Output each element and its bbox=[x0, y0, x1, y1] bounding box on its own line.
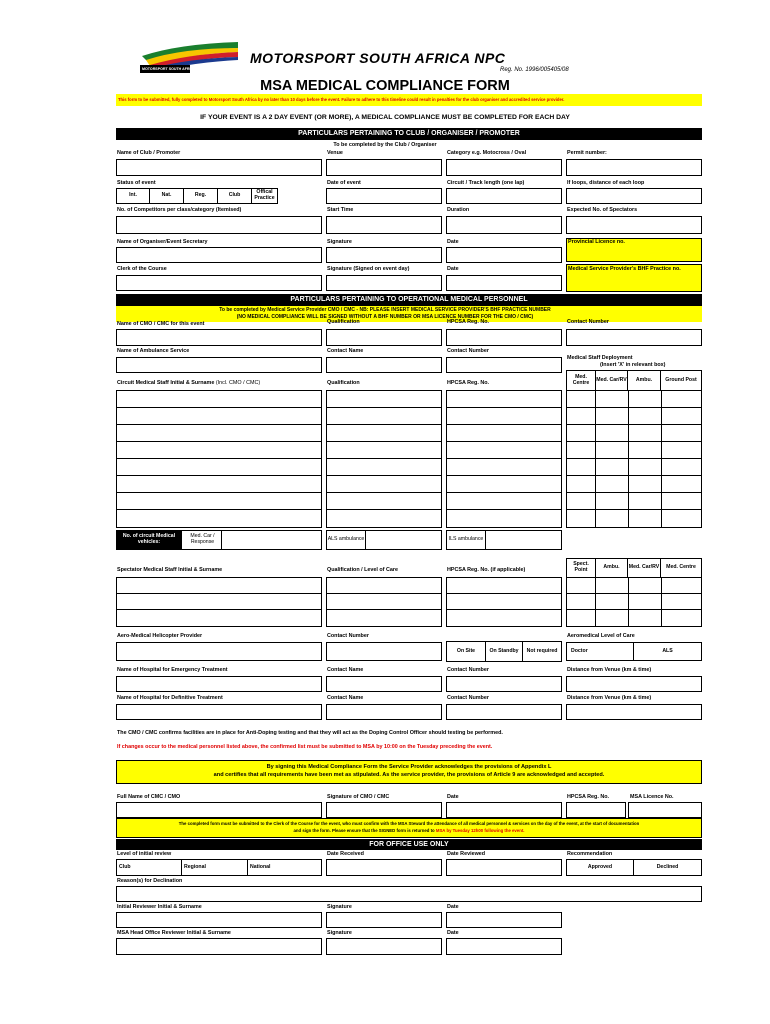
als-ambulance-count[interactable] bbox=[365, 530, 442, 550]
hospital-definitive-distance-field[interactable] bbox=[566, 704, 702, 720]
msa-logo bbox=[138, 38, 242, 76]
spectator-hpcsa-label: HPCSA Reg. No. (if applicable) bbox=[447, 567, 526, 573]
circuit-staff-qualification-grid[interactable] bbox=[326, 390, 442, 528]
status-official-practice[interactable]: Offical Practice bbox=[251, 188, 278, 204]
status-int[interactable]: Int. bbox=[116, 188, 150, 204]
med-car-response-count[interactable] bbox=[221, 530, 322, 550]
initial-reviewer-label: Initial Reviewer Initial & Surname bbox=[117, 904, 202, 910]
secretary-field[interactable] bbox=[116, 247, 322, 263]
aero-doctor[interactable]: Doctor bbox=[566, 642, 634, 661]
review-national[interactable]: National bbox=[247, 859, 322, 876]
venue-label: Venue bbox=[327, 150, 343, 156]
cmo-qualification-label: Qualification bbox=[327, 319, 360, 325]
form-title: MSA MEDICAL COMPLIANCE FORM bbox=[260, 78, 510, 94]
signature-field[interactable] bbox=[326, 247, 442, 263]
spectator-qualification-grid[interactable] bbox=[326, 577, 442, 627]
completed-form-line1: The completed form must be submitted to the Clerk of the Course for the event, who must confirm with the MSA Steward the attendance of all medical personnel & services on the day of the event, at the start of documentation bbox=[178, 821, 640, 826]
completed-form-line2b: MSA by Tuesday 12h00 following the event. bbox=[435, 828, 525, 833]
circuit-staff-names-grid[interactable] bbox=[116, 390, 322, 528]
status-nat[interactable]: Nat. bbox=[149, 188, 184, 204]
recommendation-label: Recommendation bbox=[567, 851, 613, 857]
aero-contact-field[interactable] bbox=[326, 642, 442, 661]
head-signature-field[interactable] bbox=[326, 938, 442, 955]
permit-label: Permit number: bbox=[567, 150, 607, 156]
date-received-field[interactable] bbox=[326, 859, 442, 876]
category-field[interactable] bbox=[446, 159, 562, 176]
med-car-response: Med. Car / Response bbox=[181, 530, 222, 550]
msa-licence-field[interactable] bbox=[628, 802, 702, 818]
spectator-qualification-label: Qualification / Level of Care bbox=[327, 567, 398, 573]
start-time-label: Start Time bbox=[327, 207, 354, 213]
spectator-staff-label: Spectator Medical Staff Initial & Surname bbox=[117, 567, 223, 573]
reasons-field[interactable] bbox=[116, 886, 702, 902]
section2-subtitle2: (NO MEDICAL COMPLIANCE WILL BE SIGNED WITHOUT A BHF NUMBER OR MSA LICENCE NUMBER FOR THE CMO / CMC) bbox=[236, 314, 534, 320]
cmo-hpcsa-field[interactable] bbox=[446, 329, 562, 346]
hospital-emergency-contact-number-label: Contact Number bbox=[447, 667, 489, 673]
section2-title: PARTICULARS PERTAINING TO OPERATIONAL MEDICAL PERSONNEL bbox=[116, 294, 702, 306]
review-club[interactable]: Club bbox=[116, 859, 182, 876]
circuit-staff-deployment-grid[interactable] bbox=[566, 390, 702, 528]
ambulance-service-label: Name of Ambulance Service bbox=[117, 348, 190, 354]
spectator-names-grid[interactable] bbox=[116, 577, 322, 627]
circuit-staff-hpcsa-grid[interactable] bbox=[446, 390, 562, 528]
section1-title: PARTICULARS PERTAINING TO CLUB / ORGANISER / PROMOTER bbox=[116, 128, 702, 140]
provincial-licence-label: Provincial Licence no. bbox=[568, 239, 625, 245]
confirm-hpcsa-label: HPCSA Reg. No. bbox=[567, 794, 610, 800]
permit-field[interactable] bbox=[566, 159, 702, 176]
signing-statement-2: and certifies that all requirements have been met as stipulated. As the service provider, the provisions of Article 9 are acknowledged and accepted. bbox=[213, 772, 605, 778]
reg-number: Reg. No. 1996/005405/08 bbox=[500, 67, 569, 73]
spectator-hpcsa-grid[interactable] bbox=[446, 577, 562, 627]
aero-not-required[interactable]: Not required bbox=[522, 641, 562, 662]
circuit-staff-label bbox=[117, 381, 260, 387]
cmo-qualification-field[interactable] bbox=[326, 329, 442, 346]
reasons-label: Reason(s) for Declination bbox=[117, 878, 183, 884]
section1-subtitle: To be completed by the Club / Organiser bbox=[333, 142, 437, 148]
status-club[interactable]: Club bbox=[217, 188, 252, 204]
circuit-length-field[interactable] bbox=[446, 188, 562, 204]
cmo-name-label: Name of CMO / CMC for this event bbox=[117, 321, 205, 327]
head-date-label: Date bbox=[447, 930, 459, 936]
recommend-approved[interactable]: Approved bbox=[566, 859, 634, 876]
circuit-qualification-label: Qualification bbox=[327, 380, 360, 386]
confirm-date-label: Date bbox=[447, 794, 459, 800]
cmo-name-field[interactable] bbox=[116, 329, 322, 346]
spectator-deployment-grid[interactable] bbox=[566, 577, 702, 627]
spectators-label: Expected No. of Spectators bbox=[567, 207, 638, 213]
bhf-practice-label: Medical Service Provider's BHF Practice no. bbox=[568, 266, 681, 272]
aero-als[interactable]: ALS bbox=[633, 642, 702, 661]
org-name: MOTORSPORT SOUTH AFRICA NPC bbox=[250, 50, 506, 66]
initial-reviewer-field[interactable] bbox=[116, 912, 322, 928]
aero-provider-label: Aero-Medical Helicopter Provider bbox=[117, 633, 203, 639]
two-day-notice: IF YOUR EVENT IS A 2 DAY EVENT (OR MORE), A MEDICAL COMPLIANCE MUST BE COMPLETED FOR EACH DAY bbox=[200, 114, 570, 121]
hospital-definitive-label: Name of Hospital for Definitive Treatment bbox=[117, 695, 223, 701]
hospital-definitive-contact-name-label: Contact Name bbox=[327, 695, 364, 701]
date-label: Date bbox=[447, 239, 459, 245]
deploy-col-ambu: Ambu. bbox=[627, 370, 661, 391]
review-regional[interactable]: Regional bbox=[181, 859, 248, 876]
cmo-hpcsa-label: HPCSA Reg. No. bbox=[447, 319, 490, 325]
section2-subtitle: To be completed by Medical Service Provider CMO / CMC - NB: PLEASE INSERT MEDICAL SERVICE PROVIDER'S BHF PRACTICE NUMBER bbox=[219, 307, 551, 313]
hospital-emergency-contact-name-field[interactable] bbox=[326, 676, 442, 692]
recommend-declined[interactable]: Declined bbox=[633, 859, 702, 876]
insert-x-label: (Insert 'X' in relevant box) bbox=[600, 362, 666, 368]
spect-col-med-car: Med. Car/RV bbox=[627, 558, 661, 578]
doping-statement: The CMO / CMC confirms facilities are in place for Anti-Doping testing and that they will act as the Doping Control Officer should testing be performed. bbox=[117, 730, 503, 736]
hospital-emergency-distance-field[interactable] bbox=[566, 676, 702, 692]
date2-label: Date bbox=[447, 266, 459, 272]
circuit-staff-text: Circuit Medical Staff Initial & Surname bbox=[117, 380, 215, 386]
deploy-col-med-centre: Med. Centre bbox=[566, 370, 596, 391]
vehicles-label: No. of circuit Medical vehicles: bbox=[116, 530, 182, 550]
initial-date-field[interactable] bbox=[446, 912, 562, 928]
date-reviewed-label: Date Reviewed bbox=[447, 851, 486, 857]
initial-date-label: Date bbox=[447, 904, 459, 910]
hospital-emergency-contact-name-label: Contact Name bbox=[327, 667, 364, 673]
hospital-definitive-contact-number-field[interactable] bbox=[446, 704, 562, 720]
clerk-label: Clerk of the Course bbox=[117, 266, 167, 272]
ambulance-contact-name-label: Contact Name bbox=[327, 348, 364, 354]
club-name-label: Name of Club / Promoter bbox=[117, 150, 181, 156]
spect-col-point: Spect. Point bbox=[566, 558, 596, 578]
hospital-definitive-distance-label: Distance from Venue (km & time) bbox=[567, 695, 652, 701]
deploy-col-med-car: Med. Car/RV bbox=[595, 370, 628, 391]
date-received-label: Date Received bbox=[327, 851, 364, 857]
ils-ambulance: ILS ambulance bbox=[446, 530, 486, 550]
staff-deployment-label: Medical Staff Deployment bbox=[567, 355, 633, 361]
spectators-field[interactable] bbox=[566, 216, 702, 234]
signature-cmo-field[interactable] bbox=[326, 802, 442, 818]
aero-provider-field[interactable] bbox=[116, 642, 322, 661]
circuit-length-label: Circuit / Track length (one lap) bbox=[447, 180, 525, 186]
hospital-definitive-contact-number-label: Contact Number bbox=[447, 695, 489, 701]
venue-field[interactable] bbox=[326, 159, 442, 176]
hospital-emergency-label: Name of Hospital for Emergency Treatment bbox=[117, 667, 228, 673]
hospital-emergency-distance-label: Distance from Venue (km & time) bbox=[567, 667, 652, 673]
ambulance-contact-number-label: Contact Number bbox=[447, 348, 489, 354]
signing-statement-1: By signing this Medical Compliance Form the Service Provider acknowledges the provisions of Appendix L bbox=[266, 764, 552, 770]
hospital-emergency-field[interactable] bbox=[116, 676, 322, 692]
secretary-label: Name of Organiser/Event Secretary bbox=[117, 239, 208, 245]
submission-notice-text: This form to be submitted, fully completed to Motorsport South Africa by no later than 10 days before the event. Failure to adhere to this timeline could result in penalties for the club organiser and accredited service provider. bbox=[118, 97, 565, 102]
full-name-field[interactable] bbox=[116, 802, 322, 818]
aero-contact-label: Contact Number bbox=[327, 633, 369, 639]
duration-field[interactable] bbox=[446, 216, 562, 234]
hospital-definitive-field[interactable] bbox=[116, 704, 322, 720]
head-office-label: MSA Head Office Reviewer Initial & Surname bbox=[117, 930, 231, 936]
signature-cmo-label: Signature of CMO / CMC bbox=[327, 794, 390, 800]
loops-label: If loops, distance of each loop bbox=[567, 180, 645, 186]
hospital-definitive-contact-name-field[interactable] bbox=[326, 704, 442, 720]
signature-label: Signature bbox=[327, 239, 352, 245]
date-of-event-field[interactable] bbox=[326, 188, 442, 204]
head-signature-label: Signature bbox=[327, 930, 352, 936]
date-field[interactable] bbox=[446, 247, 562, 263]
initial-signature-field[interactable] bbox=[326, 912, 442, 928]
cmo-contact-label: Contact Number bbox=[567, 319, 609, 325]
signature-day-field[interactable] bbox=[326, 275, 442, 291]
club-name-field[interactable] bbox=[116, 159, 322, 176]
spect-col-ambu: Ambu. bbox=[595, 558, 628, 578]
completed-form-line2a: and sign the form. Please ensure that the SIGNED form is returned to bbox=[293, 828, 436, 833]
aero-on-standby[interactable]: On Standby bbox=[485, 641, 523, 662]
hospital-emergency-contact-number-field[interactable] bbox=[446, 676, 562, 692]
circuit-staff-note: (Incl. CMO / CMC) bbox=[215, 380, 261, 386]
status-label: Status of event bbox=[117, 180, 156, 186]
ambulance-contact-name-field[interactable] bbox=[326, 357, 442, 373]
completed-form-line2 bbox=[116, 828, 702, 833]
spect-col-med-centre: Med. Centre bbox=[660, 558, 702, 578]
level-review-label: Level of initial review bbox=[117, 851, 172, 857]
head-office-field[interactable] bbox=[116, 938, 322, 955]
confirm-hpcsa-field[interactable] bbox=[566, 802, 626, 818]
changes-statement: If changes occur to the medical personnel listed above, the confirmed list must be submitted to MSA by 10:00 on the Tuesday preceding the event. bbox=[117, 744, 493, 750]
aero-on-site[interactable]: On Site bbox=[446, 641, 486, 662]
full-name-label: Full Name of CMC / CMO bbox=[117, 794, 181, 800]
logo-text: MOTORSPORT SOUTH AFRICA bbox=[142, 67, 196, 71]
duration-label: Duration bbox=[447, 207, 470, 213]
start-time-field[interactable] bbox=[326, 216, 442, 234]
status-reg[interactable]: Reg. bbox=[183, 188, 218, 204]
date-reviewed-field[interactable] bbox=[446, 859, 562, 876]
msa-licence-label: MSA Licence No. bbox=[630, 794, 674, 800]
initial-signature-label: Signature bbox=[327, 904, 352, 910]
date-of-event-label: Date of event bbox=[327, 180, 361, 186]
office-title: FOR OFFICE USE ONLY bbox=[116, 839, 702, 850]
competitors-label: No. of Competitors per class/category (Itemised) bbox=[117, 207, 242, 213]
ambulance-service-field[interactable] bbox=[116, 357, 322, 373]
ils-ambulance-count[interactable] bbox=[485, 530, 562, 550]
competitors-field[interactable] bbox=[116, 216, 322, 234]
clerk-field[interactable] bbox=[116, 275, 322, 291]
circuit-hpcsa-label: HPCSA Reg. No. bbox=[447, 380, 490, 386]
als-ambulance: ALS ambulance bbox=[326, 530, 366, 550]
ambulance-contact-number-field[interactable] bbox=[446, 357, 562, 373]
confirm-date-field[interactable] bbox=[446, 802, 562, 818]
loops-field[interactable] bbox=[566, 188, 702, 204]
signature-day-label: Signature (Signed on event day) bbox=[327, 266, 410, 272]
date2-field[interactable] bbox=[446, 275, 562, 291]
cmo-contact-field[interactable] bbox=[566, 329, 702, 346]
aero-level-label: Aeromedical Level of Care bbox=[567, 633, 635, 639]
category-label: Category e.g. Motocross / Oval bbox=[447, 150, 527, 156]
head-date-field[interactable] bbox=[446, 938, 562, 955]
deploy-col-ground-post: Ground Post bbox=[660, 370, 702, 391]
